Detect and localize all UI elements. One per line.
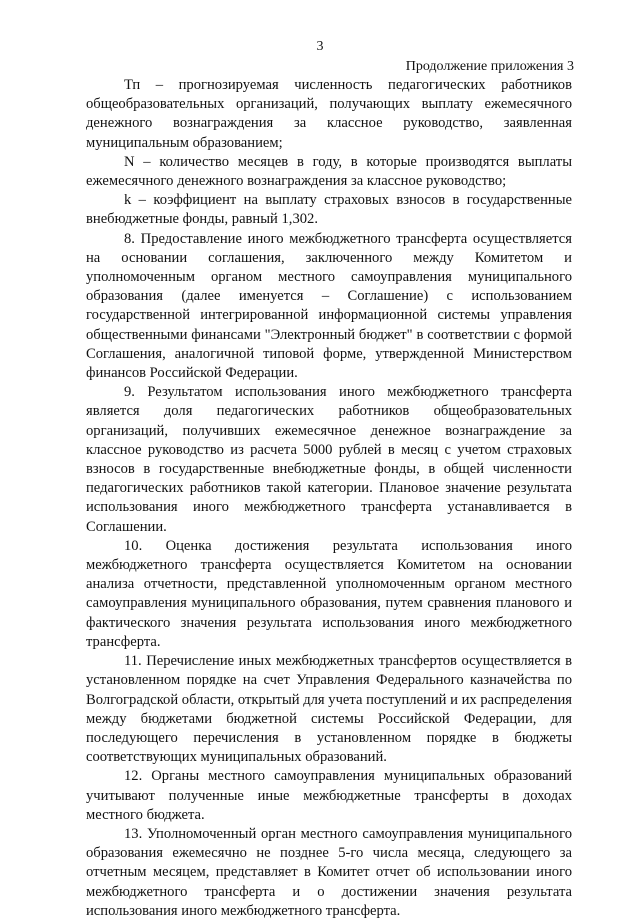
- paragraph-12: 12. Органы местного самоуправления муниципальных образований учитывают полученные иные межбюджетные трансферты в доходах местного бюджета.: [86, 768, 572, 823]
- paragraph-11: 11. Перечисление иных межбюджетных трансфертов осуществляется в установленном порядке на счет Управления Федерального казначейства по Волгоградской области, открытый для учета поступлений и их распределения между бюджетами бюджетной системы Российской Федерации, для последующего перечисления в установленном порядке в бюджеты соответствующих муниципальных образований.: [86, 653, 572, 766]
- appendix-continuation-label: Продолжение приложения 3: [405, 59, 574, 74]
- paragraph-13: 13. Уполномоченный орган местного самоуправления муниципального образования ежемесячно не позднее 5-го числа месяца, следующего за отчетным месяцем, представляет в Комитет отчет об использовании иного межбюджетного трансферта и о достижении значения результата использования иного межбюджетного трансферта.: [86, 825, 572, 919]
- page-number: 3: [316, 39, 324, 54]
- paragraph-n-definition: N – количество месяцев в году, в которые производятся выплаты ежемесячного денежного вознаграждения за классное руководство;: [86, 153, 572, 190]
- paragraph-10: 10. Оценка достижения результата использования иного межбюджетного трансферта осуществляется Комитетом на основании анализа отчетности, представленной уполномоченным органом местного самоуправления муниципального образования, путем сравнения планового и фактического значения результата использования иного межбюджетного трансферта.: [86, 537, 572, 650]
- paragraph-8: 8. Предоставление иного межбюджетного трансферта осуществляется на основании соглашения, заключенного между Комитетом и уполномоченным органом местного самоуправления муниципального образования (далее именуется – Соглашение) с использованием государственной интегрированной информационной системы управления общественными финансами "Электронный бюджет" в соответствии с формой Соглашения, аналогичной типовой форме, утвержденной Министерством финансов Российской Федерации.: [86, 230, 572, 382]
- paragraph-9: 9. Результатом использования иного межбюджетного трансферта является доля педагогических работников общеобразовательных организаций, получивших ежемесячное денежное вознаграждение за классное руководство из расчета 5000 рублей в месяц с учетом страховых взносов в государственные внебюджетные фонды, в общей численности педагогических работников такой категории. Плановое значение результата использования иного межбюджетного трансферта устанавливается в Соглашении.: [86, 384, 572, 535]
- paragraph-tp-definition: Тп – прогнозируемая численность педагогических работников общеобразовательных организаций, получающих выплату ежемесячного денежного вознаграждения за классное руководство, заявленная муниципальным образованием;: [86, 77, 572, 151]
- paragraph-k-definition: k – коэффициент на выплату страховых взносов в государственные внебюджетные фонды, равный 1,302.: [86, 192, 572, 228]
- document-body: [86, 76, 572, 921]
